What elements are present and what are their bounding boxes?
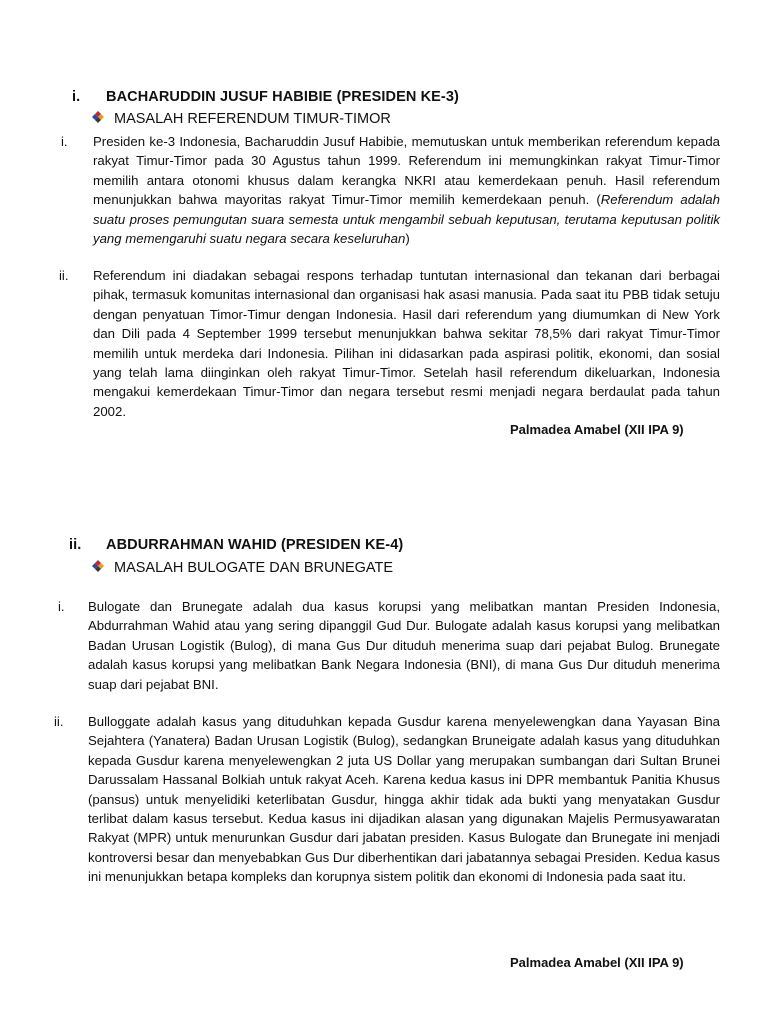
- subheading-text: MASALAH BULOGATE DAN BRUNEGATE: [114, 560, 394, 576]
- item-text: Bulloggate adalah kasus yang dituduhkan kepada Gusdur karena menyelewengkan dana Yayasan Bina Sejahtera (Yanatera) Badan Urusan Logistik (Bulog), sedangkan Bruneigate adalah kasus yang dituduhkan kepada Gusdur karena menyelewengkan 2 juta US Dollar yang merupakan sumbangan dari Sultan Brunei Darussalam Hassanal Bolkiah untuk rakyat Aceh. Karena kedua kasus ini DPR membantuk Panitia Khusus (pansus) untuk menyelidiki keterlibatan Gusdur, hingga akhir tidak ada bukti yang menyatakan Gusdur terlibat dalam kasus tersebut. Kedua kasus ini dijadikan alasan yang digunakan Majelis Permusyawaratan Rakyat (MPR) untuk menurunkan Gusdur dari jabatan presiden. Kasus Bulogate dan Brunegate ini menjadi kontroversi besar dan menyebabkan Gus Dur diberhentikan dari jabatannya sebagai Presiden. Kedua kasus ini menunjukkan betapa kompleks dan korupnya sistem politik dan ekonomi di Indonesia pada saat itu.: [88, 714, 720, 885]
- section-heading: [69, 537, 403, 553]
- item-text: Presiden ke-3 Indonesia, Bacharuddin Jusuf Habibie, memutuskan untuk memberikan referendum kepada rakyat Timur-Timor pada 30 Agustus tahun 1999. Referendum ini memungkinkan rakyat Timur-Timor memilih antara otonomi khusus dalam kerangka NKRI atau kemerdekaan penuh. Hasil referendum menunjukkan bahwa mayoritas rakyat Timur-Timor memilih kemerdekaan penuh.: [93, 134, 720, 208]
- item-text: Referendum ini diadakan sebagai respons terhadap tuntutan internasional dan tekanan dari berbagai pihak, termasuk komunitas internasional dan organisasi hak asasi manusia. Pada saat itu PBB tidak setuju dengan penyatuan Timor-Timur dengan Indonesia. Hasil dari referendum yang diumumkan di New York dan Dili pada 4 September 1999 tersebut menunjukkan bahwa sekitar 78,5% dari rakyat Timur-Timor memilih untuk merdeka dari Indonesia. Pilihan ini didasarkan pada aspirasi politik, ekonomi, dan sosial yang telah lama diinginkan oleh rakyat Timur-Timor. Setelah hasil referendum dikeluarkan, Indonesia mengakui kemerdekaan Timur-Timor dan negara tersebut resmi menjadi negara berdaulat pada tahun 2002.: [93, 268, 720, 419]
- signature: Palmadea Amabel (XII IPA 9): [510, 955, 684, 970]
- subheading: [92, 560, 393, 576]
- item-numeral: i.: [61, 134, 68, 149]
- list-item: [54, 712, 720, 887]
- item-text: Bulogate dan Brunegate adalah dua kasus korupsi yang melibatkan mantan Presiden Indonesia, Abdurrahman Wahid atau yang sering dipanggil Gud Dur. Bulogate adalah kasus korupsi yang melibatkan Badan Urusan Logistik (Bulog), di mana Gus Dur dituduh menerima suap dari pejabat Bulog. Brunegate adalah kasus korupsi yang melibatkan Bank Negara Indonesia (BNI), di mana Gus Dur dituduh menerima suap dari pejabat BNI.: [88, 599, 720, 692]
- section-title: ABDURRAHMAN WAHID (PRESIDEN KE-4): [106, 537, 404, 553]
- list-item: [61, 132, 720, 248]
- section-heading: [72, 89, 459, 105]
- list-item: [58, 597, 720, 694]
- section-title: BACHARUDDIN JUSUF HABIBIE (PRESIDEN KE-3): [106, 89, 459, 105]
- note-italic: Referendum adalah suatu proses pemungutan suara semesta untuk mengambil sebuah keputusan, terutama keputusan politik yang memengaruhi suatu negara secara keseluruhan: [93, 192, 720, 247]
- signature: Palmadea Amabel (XII IPA 9): [510, 422, 684, 437]
- item-numeral: ii.: [59, 268, 69, 283]
- section-numeral: i.: [72, 89, 81, 105]
- diamond-arrow-bullet-icon: [92, 111, 114, 127]
- diamond-arrow-bullet-icon: [92, 560, 114, 576]
- item-numeral: ii.: [54, 714, 64, 729]
- item-numeral: i.: [58, 599, 65, 614]
- section-numeral: ii.: [69, 537, 82, 553]
- note-open: (: [589, 192, 601, 208]
- subheading: [92, 111, 391, 127]
- subheading-text: MASALAH REFERENDUM TIMUR-TIMOR: [114, 111, 391, 127]
- note-close: ): [405, 231, 410, 247]
- list-item: [59, 266, 720, 421]
